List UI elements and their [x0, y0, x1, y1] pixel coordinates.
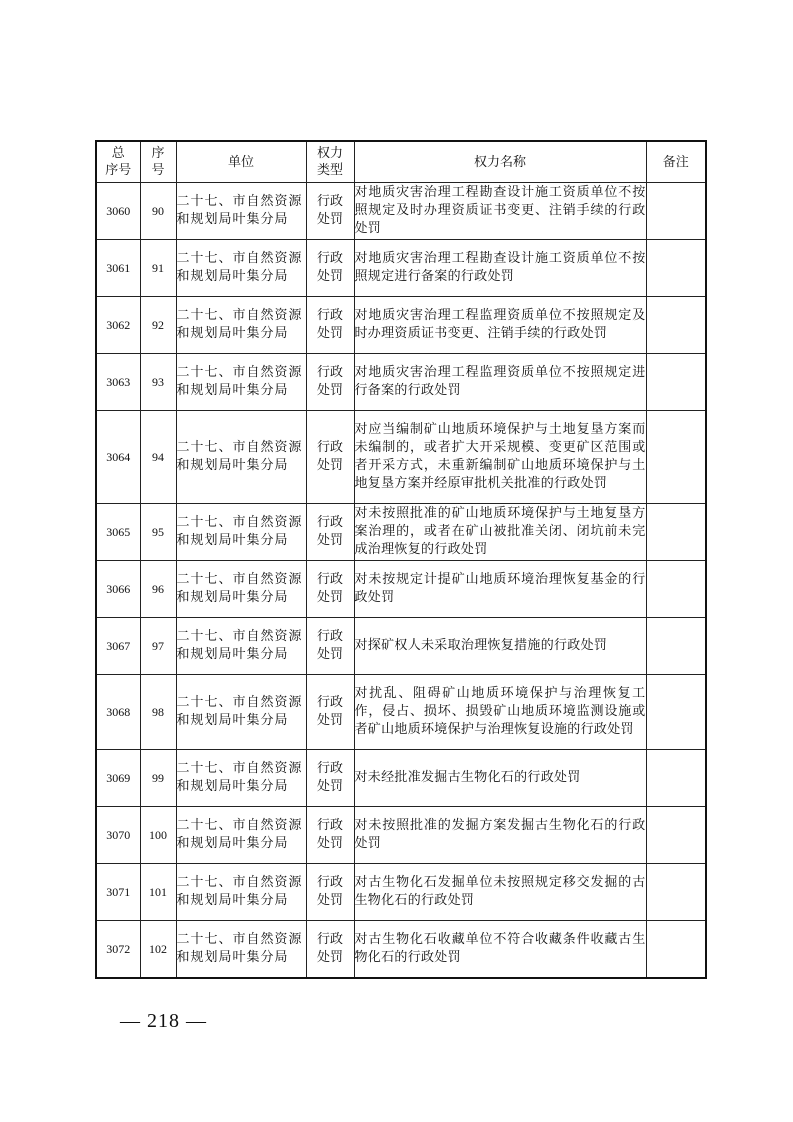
table-row: [96, 240, 706, 297]
cell-remarks: [646, 864, 706, 921]
cell-total-no: 3068: [96, 675, 140, 750]
cell-remarks: [646, 411, 706, 504]
cell-seq-no: 96: [140, 561, 176, 618]
cell-unit: 二十七、市自然资源和规划局叶集分局: [176, 675, 306, 750]
cell-unit: 二十七、市自然资源和规划局叶集分局: [176, 504, 306, 561]
cell-total-no: 3060: [96, 183, 140, 240]
cell-total-no: 3070: [96, 807, 140, 864]
cell-unit: 二十七、市自然资源和规划局叶集分局: [176, 921, 306, 979]
cell-seq-no: 97: [140, 618, 176, 675]
cell-power-type: 行政 处罚: [306, 618, 354, 675]
cell-unit: 二十七、市自然资源和规划局叶集分局: [176, 561, 306, 618]
cell-seq-no: 93: [140, 354, 176, 411]
table-row: [96, 183, 706, 240]
table-row: [96, 297, 706, 354]
cell-power-type: 行政 处罚: [306, 297, 354, 354]
cell-remarks: [646, 561, 706, 618]
cell-total-no: 3069: [96, 750, 140, 807]
administrative-power-table: [95, 140, 707, 979]
cell-power-name: 对地质灾害治理工程监理资质单位不按照规定及时办理资质证书变更、注销手续的行政处罚: [354, 297, 646, 354]
cell-total-no: 3072: [96, 921, 140, 979]
cell-unit: 二十七、市自然资源和规划局叶集分局: [176, 618, 306, 675]
cell-seq-no: 101: [140, 864, 176, 921]
cell-power-type: 行政 处罚: [306, 864, 354, 921]
cell-remarks: [646, 240, 706, 297]
cell-power-type: 行政 处罚: [306, 675, 354, 750]
cell-total-no: 3061: [96, 240, 140, 297]
table-row: [96, 807, 706, 864]
table-row: [96, 411, 706, 504]
header-unit: 单位: [176, 141, 306, 183]
header-power-name: 权力名称: [354, 141, 646, 183]
cell-seq-no: 94: [140, 411, 176, 504]
cell-power-name: 对未按照批准的矿山地质环境保护与土地复垦方案治理的，或者在矿山被批准关闭、闭坑前未完成治理恢复的行政处罚: [354, 504, 646, 561]
cell-total-no: 3067: [96, 618, 140, 675]
cell-power-name: 对古生物化石发掘单位未按照规定移交发掘的古生物化石的行政处罚: [354, 864, 646, 921]
cell-power-type: 行政 处罚: [306, 183, 354, 240]
cell-seq-no: 95: [140, 504, 176, 561]
cell-power-name: 对未按照批准的发掘方案发掘古生物化石的行政处罚: [354, 807, 646, 864]
table-row: [96, 618, 706, 675]
cell-power-name: 对探矿权人未采取治理恢复措施的行政处罚: [354, 618, 646, 675]
cell-power-type: 行政 处罚: [306, 504, 354, 561]
cell-total-no: 3062: [96, 297, 140, 354]
cell-power-type: 行政 处罚: [306, 411, 354, 504]
header-remarks: 备注: [646, 141, 706, 183]
cell-unit: 二十七、市自然资源和规划局叶集分局: [176, 297, 306, 354]
cell-power-name: 对地质灾害治理工程勘查设计施工资质单位不按照规定及时办理资质证书变更、注销手续的行政处罚: [354, 183, 646, 240]
cell-power-type: 行政 处罚: [306, 240, 354, 297]
cell-unit: 二十七、市自然资源和规划局叶集分局: [176, 354, 306, 411]
table-row: [96, 504, 706, 561]
cell-power-name: 对古生物化石收藏单位不符合收藏条件收藏古生物化石的行政处罚: [354, 921, 646, 979]
table-row: [96, 354, 706, 411]
cell-total-no: 3065: [96, 504, 140, 561]
cell-seq-no: 91: [140, 240, 176, 297]
cell-seq-no: 90: [140, 183, 176, 240]
table-row: [96, 921, 706, 979]
table-header-row: [96, 141, 706, 183]
cell-power-name: 对地质灾害治理工程勘查设计施工资质单位不按照规定进行备案的行政处罚: [354, 240, 646, 297]
cell-power-type: 行政 处罚: [306, 354, 354, 411]
cell-power-name: 对扰乱、阻碍矿山地质环境保护与治理恢复工作，侵占、损坏、损毁矿山地质环境监测设施或者矿山地质环境保护与治理恢复设施的行政处罚: [354, 675, 646, 750]
cell-seq-no: 92: [140, 297, 176, 354]
header-seq-no: 序 号: [140, 141, 176, 183]
cell-remarks: [646, 297, 706, 354]
header-power-type: 权力 类型: [306, 141, 354, 183]
cell-unit: 二十七、市自然资源和规划局叶集分局: [176, 411, 306, 504]
cell-remarks: [646, 807, 706, 864]
cell-remarks: [646, 504, 706, 561]
cell-power-type: 行政 处罚: [306, 561, 354, 618]
cell-unit: 二十七、市自然资源和规划局叶集分局: [176, 183, 306, 240]
cell-seq-no: 102: [140, 921, 176, 979]
cell-total-no: 3066: [96, 561, 140, 618]
page-number: — 218 —: [120, 1010, 207, 1032]
cell-remarks: [646, 618, 706, 675]
cell-seq-no: 100: [140, 807, 176, 864]
cell-total-no: 3064: [96, 411, 140, 504]
cell-power-name: 对未按规定计提矿山地质环境治理恢复基金的行政处罚: [354, 561, 646, 618]
table-row: [96, 561, 706, 618]
table-row: [96, 675, 706, 750]
header-total-no: 总 序号: [96, 141, 140, 183]
cell-seq-no: 98: [140, 675, 176, 750]
cell-remarks: [646, 921, 706, 979]
cell-power-type: 行政 处罚: [306, 921, 354, 979]
cell-remarks: [646, 183, 706, 240]
cell-power-name: 对应当编制矿山地质环境保护与土地复垦方案而未编制的，或者扩大开采规模、变更矿区范围或者开采方式，未重新编制矿山地质环境保护与土地复垦方案并经原审批机关批准的行政处罚: [354, 411, 646, 504]
table-row: [96, 864, 706, 921]
cell-power-name: 对地质灾害治理工程监理资质单位不按照规定进行备案的行政处罚: [354, 354, 646, 411]
table-row: [96, 750, 706, 807]
cell-total-no: 3071: [96, 864, 140, 921]
cell-remarks: [646, 750, 706, 807]
cell-remarks: [646, 675, 706, 750]
cell-power-type: 行政 处罚: [306, 807, 354, 864]
cell-unit: 二十七、市自然资源和规划局叶集分局: [176, 864, 306, 921]
cell-unit: 二十七、市自然资源和规划局叶集分局: [176, 750, 306, 807]
cell-power-name: 对未经批准发掘古生物化石的行政处罚: [354, 750, 646, 807]
cell-remarks: [646, 354, 706, 411]
cell-power-type: 行政 处罚: [306, 750, 354, 807]
cell-unit: 二十七、市自然资源和规划局叶集分局: [176, 807, 306, 864]
cell-total-no: 3063: [96, 354, 140, 411]
cell-unit: 二十七、市自然资源和规划局叶集分局: [176, 240, 306, 297]
cell-seq-no: 99: [140, 750, 176, 807]
